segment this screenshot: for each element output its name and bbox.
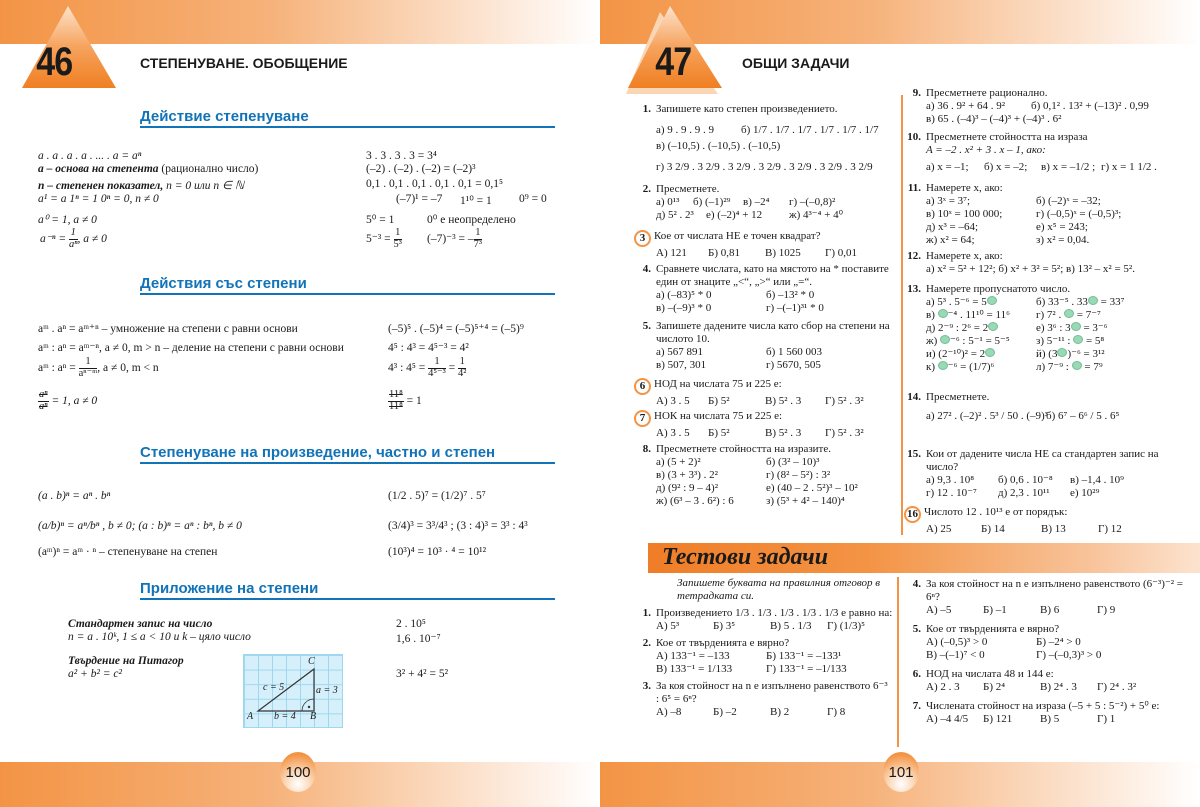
task-option: и) (2⁻¹⁰)² = 2 bbox=[926, 348, 1036, 361]
formula-line: (a/b)ⁿ = aⁿ/bⁿ , b ≠ 0; (a : b)ⁿ = aⁿ : bⁿ, b ≠ 0 bbox=[38, 520, 242, 532]
blank-placeholder-icon bbox=[1088, 296, 1098, 305]
formula-line: $\frac{\text{aⁿ}}{\text{aⁿ}}$ = 1, a ≠ 0 bbox=[39, 389, 98, 412]
task-number: 13. bbox=[907, 283, 921, 295]
task-option: а) 9,3 . 10⁸ bbox=[926, 474, 975, 486]
task-option: Б) 14 bbox=[981, 523, 1005, 535]
answer-option[interactable]: А) 5³ bbox=[656, 620, 680, 632]
task-option: ж) (6³ – 3 . 6²) : 6 bbox=[656, 495, 734, 507]
task-option: А) 25 bbox=[926, 523, 952, 535]
formula-line: a² + b² = c² bbox=[68, 668, 122, 680]
task-item bbox=[635, 263, 897, 315]
example-line: 0,1 . 0,1 . 0,1 . 0,1 . 0,1 = 0,1⁵ bbox=[366, 178, 503, 190]
example-line: (–5)⁵ . (–5)⁴ = (–5)⁵⁺⁴ = (–5)⁹ bbox=[388, 323, 524, 335]
example-line: (1/2 . 5)⁷ = (1/2)⁷ . 5⁷ bbox=[388, 490, 486, 502]
task-option: б) 0,6 . 10⁻⁸ bbox=[998, 474, 1053, 486]
task-option: в) (–10,5) . (–10,5) . (–10,5) bbox=[656, 140, 781, 152]
task-option: б) –13² * 0 bbox=[766, 289, 815, 301]
task-option: б) 1/7 . 1/7 . 1/7 . 1/7 . 1/7 . 1/7 bbox=[741, 124, 879, 136]
task-option: е) (–2)⁴ + 12 bbox=[706, 209, 763, 221]
task-option: е) x⁵ = 243; bbox=[1036, 221, 1088, 233]
test-section-title: Тестови задачи bbox=[662, 544, 829, 570]
task-option: д) 2⁻⁹ : 2⁶ = 2 bbox=[926, 322, 1036, 335]
answer-option[interactable]: А) –5 bbox=[926, 604, 952, 616]
formula-line: a . a . a . a . ... . a = aⁿ bbox=[38, 150, 142, 162]
example-line: (–7)⁻³ = – $\frac{1}{\text{7³}}$ bbox=[427, 227, 483, 250]
example-line: 4³ : 4⁵ = $\frac{1}{\text{4⁵⁻³}}$ = $\frac{1}{\text{4²}}$ bbox=[388, 356, 467, 379]
task-number: 4. bbox=[642, 263, 651, 275]
task-option: а) (5 + 2)² bbox=[656, 456, 701, 468]
formula-line: a⁰ = 1, a ≠ 0 bbox=[38, 214, 97, 226]
formula-line: Твърдение на Питагор bbox=[68, 655, 184, 667]
task-option: г) 12 . 10⁻⁷ bbox=[926, 487, 977, 499]
task-item bbox=[635, 443, 900, 508]
test-task-item bbox=[905, 700, 1195, 726]
task-item bbox=[905, 250, 1195, 276]
option-row bbox=[926, 361, 1195, 374]
task-text: НОК на числата 75 и 225 е: bbox=[654, 410, 783, 422]
task-text: Пресметнете стойността на израза bbox=[926, 131, 1088, 143]
formula-line: aᵐ . aⁿ = aᵐ⁺ⁿ – умножение на степени с равни основи bbox=[38, 323, 298, 335]
task-text: Кои от дадените числа НЕ са стандартен запис на число? bbox=[926, 448, 1159, 473]
task-text: Сравнете числата, като на мястото на * поставите един от знаците „<“, „>“ или „=“. bbox=[656, 263, 889, 288]
answer-option[interactable]: В) 5 bbox=[1040, 713, 1060, 725]
example-line: 2 . 10⁵ bbox=[396, 618, 426, 630]
task-option: А) 121 bbox=[656, 247, 687, 259]
task-option: Б) 5² bbox=[708, 395, 730, 407]
task-option: а) x = –1; bbox=[926, 161, 969, 173]
answer-option[interactable]: В) 6 bbox=[1040, 604, 1060, 616]
column-divider bbox=[897, 577, 899, 747]
task-option: Б) 0,81 bbox=[708, 247, 740, 259]
answer-option[interactable]: Г) 8 bbox=[827, 706, 846, 718]
task-option: й) (3 )⁻⁶ = 3¹² bbox=[1036, 348, 1105, 360]
blank-placeholder-icon bbox=[988, 322, 998, 331]
formula-line: a – основа на степента (рационално число) bbox=[38, 163, 259, 175]
task-text: Намерете x, ако: bbox=[926, 182, 1003, 194]
task-option: к) ⁻⁶ = (1/7)⁶ bbox=[926, 361, 995, 373]
answer-option[interactable]: В) 2 bbox=[770, 706, 790, 718]
task-text: Пресметнете стойността на изразите. bbox=[656, 443, 832, 455]
formula-line: Стандартен запис на число bbox=[68, 618, 213, 630]
option-row bbox=[926, 309, 1195, 322]
column-divider bbox=[901, 95, 903, 535]
task-text: Запишете като степен произведението. bbox=[656, 103, 838, 115]
task-text: НОД на числата 48 и 144 е: bbox=[926, 668, 1054, 680]
blank-placeholder-icon bbox=[1057, 348, 1067, 357]
task-option: в) –(–9)³ * 0 bbox=[656, 302, 712, 314]
task-option: а) x² = 5² + 12²; б) x² + 3² = 5²; в) 13² – x² = 5². bbox=[926, 263, 1135, 275]
task-number: 6. bbox=[912, 668, 921, 680]
answer-option[interactable]: А) 2 . 3 bbox=[926, 681, 960, 693]
task-option: б) (–2)ˣ = –32; bbox=[1036, 195, 1101, 207]
test-instruction: Запишете буквата на правилния отговор в тетрадката си. bbox=[677, 577, 880, 602]
task-number-circled: 7 bbox=[634, 410, 651, 427]
section-heading: Действие степенуване bbox=[140, 108, 555, 128]
task-option: в) x = –1/2 ; bbox=[1041, 161, 1096, 173]
example-line: 0⁰ е неопределено bbox=[427, 214, 516, 226]
task-number: 2. bbox=[642, 637, 651, 649]
answer-option[interactable]: Г) –(–0,3)³ > 0 bbox=[1036, 649, 1102, 661]
answer-option[interactable]: Г) (1/3)⁵ bbox=[827, 620, 865, 632]
blank-placeholder-icon bbox=[1071, 322, 1081, 331]
task-number: 2. bbox=[642, 183, 651, 195]
task-option: г) 5670, 505 bbox=[766, 359, 821, 371]
answer-option[interactable]: Б) 121 bbox=[983, 713, 1013, 725]
task-option: б) (3² – 10)³ bbox=[766, 456, 820, 468]
task-number: 9. bbox=[912, 87, 921, 99]
task-text: Произведението 1/3 . 1/3 . 1/3 . 1/3 . 1/3 е равно на: bbox=[656, 607, 893, 619]
task-item bbox=[635, 378, 900, 408]
task-option: з) (5³ + 4² – 140)⁴ bbox=[766, 495, 845, 507]
task-option: А) 3 . 5 bbox=[656, 395, 690, 407]
task-option: Г) 5² . 3² bbox=[825, 427, 864, 439]
task-number: 1. bbox=[642, 607, 651, 619]
task-option: д) 2,3 . 10¹¹ bbox=[998, 487, 1050, 499]
example-line: 3² + 4² = 5² bbox=[396, 668, 449, 680]
task-number: 1. bbox=[642, 103, 651, 115]
task-number: 5. bbox=[642, 320, 651, 332]
answer-option[interactable]: В) –(–1)⁷ < 0 bbox=[926, 649, 985, 661]
vertex-label: B bbox=[310, 711, 317, 722]
page-number: 100 bbox=[280, 752, 316, 792]
formula-line: (aᵐ)ⁿ = aᵐ · ⁿ – степенуване на степен bbox=[38, 546, 218, 558]
task-number: 4. bbox=[912, 578, 921, 590]
task-number: 11. bbox=[907, 182, 921, 194]
task-option: В) 1025 bbox=[765, 247, 801, 259]
task-number-circled: 16 bbox=[904, 506, 921, 523]
task-option: а) 27² . (–2)² . 5³ / 50 . (–9)³ bbox=[926, 410, 1048, 422]
task-option: а) (–83)⁵ * 0 bbox=[656, 289, 712, 301]
example-line: 4⁵ : 4³ = 4⁵⁻³ = 4² bbox=[388, 342, 469, 354]
task-number-circled: 3 bbox=[634, 230, 651, 247]
answer-option[interactable]: Б) –1 bbox=[983, 604, 1007, 616]
task-option: ж) ⁻⁶ : 5⁻¹ = 5⁻⁵ bbox=[926, 335, 1010, 347]
task-item bbox=[905, 87, 1195, 126]
answer-option[interactable]: Б) 133⁻¹ = –133¹ bbox=[766, 650, 842, 662]
answer-option[interactable]: Г) 1 bbox=[1097, 713, 1116, 725]
answer-option[interactable]: А) (–0,5)³ > 0 bbox=[926, 636, 988, 648]
task-number: 12. bbox=[907, 250, 921, 262]
task-item bbox=[905, 182, 1195, 247]
formula-line: n = a . 10ᵏ, 1 ≤ a < 10 и k – цяло число bbox=[68, 631, 251, 643]
task-option: б) 33⁻⁵ . 33 = 33⁷ bbox=[1036, 296, 1125, 308]
formula-line: aᵐ : aⁿ = aᵐ⁻ⁿ, a ≠ 0, m > n – деление на степени с равни основи bbox=[38, 342, 344, 354]
task-number: 8. bbox=[642, 443, 651, 455]
task-option: В) 5² . 3 bbox=[765, 427, 802, 439]
example-line: 0⁹ = 0 bbox=[519, 193, 547, 205]
formula-line: a¹ = a 1ⁿ = 1 0ⁿ = 0, n ≠ 0 bbox=[38, 193, 159, 205]
test-task-item bbox=[635, 680, 897, 719]
answer-option[interactable]: Б) –2⁴ > 0 bbox=[1036, 636, 1081, 648]
task-expression: A = –2 . x² + 3 . x – 1, ако: bbox=[926, 144, 1046, 156]
task-option: г) –(–1)³¹ * 0 bbox=[766, 302, 824, 314]
blank-placeholder-icon bbox=[1072, 361, 1082, 370]
task-option: в) –1,4 . 10⁹ bbox=[1070, 474, 1124, 486]
task-item bbox=[635, 103, 900, 174]
task-text: Запишете дадените числа като сбор на степени на числото 10. bbox=[656, 320, 890, 345]
task-option: Г) 0,01 bbox=[825, 247, 858, 259]
task-option: в) 10ˣ = 100 000; bbox=[926, 208, 1003, 220]
task-number: 5. bbox=[912, 623, 921, 635]
blank-placeholder-icon bbox=[1064, 309, 1074, 318]
option-row bbox=[926, 296, 1195, 309]
task-item bbox=[635, 230, 900, 260]
blank-placeholder-icon bbox=[938, 361, 948, 370]
example-line: $\frac{\text{11⁸}}{\text{11⁸}}$ = 1 bbox=[389, 389, 422, 412]
task-text: Пресметнете. bbox=[656, 183, 720, 195]
answer-option[interactable]: А) 133⁻¹ = –133 bbox=[656, 650, 730, 662]
example-line: (–2) . (–2) . (–2) = (–2)³ bbox=[366, 163, 476, 175]
formula-line: n – степенен показател, n = 0 или n ∈ ℕ bbox=[38, 180, 245, 192]
task-option: е) 3⁶ : 3 = 3⁻⁶ bbox=[1036, 322, 1108, 334]
vertex-label: A bbox=[247, 711, 254, 722]
test-task-item bbox=[905, 578, 1195, 617]
task-number: 15. bbox=[907, 448, 921, 460]
test-task-item bbox=[905, 668, 1195, 694]
task-option: а) 36 . 9² + 64 . 9² bbox=[926, 100, 1006, 112]
example-line: (3/4)³ = 3³/4³ ; (3 : 4)³ = 3³ : 4³ bbox=[388, 520, 528, 532]
option-row bbox=[926, 348, 1195, 361]
task-item bbox=[905, 506, 1195, 536]
task-option: з) x² = 0,04. bbox=[1036, 234, 1090, 246]
task-option: ж) x² = 64; bbox=[926, 234, 975, 246]
task-text: Кое от твърденията е вярно? bbox=[656, 637, 790, 649]
task-text: Намерете пропуснатото число. bbox=[926, 283, 1071, 295]
task-text: За коя стойност на n е изпълнено равенството 6⁻³ : 6⁵ = 6ⁿ? bbox=[656, 680, 888, 705]
task-option: в) (3 + 3³) . 2² bbox=[656, 469, 718, 481]
task-item bbox=[905, 448, 1195, 500]
pythagoras-figure bbox=[243, 654, 343, 728]
task-number: 3. bbox=[642, 680, 651, 692]
task-option: В) 5² . 3 bbox=[765, 395, 802, 407]
answer-option[interactable]: Б) –2 bbox=[713, 706, 737, 718]
answer-option[interactable]: Б) 2⁴ bbox=[983, 681, 1006, 693]
blank-placeholder-icon bbox=[1073, 335, 1083, 344]
task-number-circled: 6 bbox=[634, 378, 651, 395]
answer-option[interactable]: Г) 133⁻¹ = –1/133 bbox=[766, 663, 847, 675]
task-text: Кое от числата НЕ е точен квадрат? bbox=[654, 230, 821, 242]
task-item bbox=[635, 183, 900, 222]
formula-line: (a . b)ⁿ = aⁿ . bⁿ bbox=[38, 490, 111, 502]
task-option: б) 0,1² . 13² + (–13)² . 0,99 bbox=[1031, 100, 1149, 112]
task-option: г) 3 2/9 . 3 2/9 . 3 2/9 . 3 2/9 . 3 2/9 . 3 2/9 . 3 2/9 bbox=[656, 161, 873, 173]
task-option: г) 7² . = 7⁻⁷ bbox=[1036, 309, 1101, 321]
task-option: а) 3ˣ = 3⁷; bbox=[926, 195, 971, 207]
task-option: д) (9² : 9 – 4)² bbox=[656, 482, 718, 494]
task-option: д) 5² . 2³ bbox=[656, 209, 694, 221]
answer-option[interactable]: В) 5 . 1/3 bbox=[770, 620, 812, 632]
task-text: Пресметнете рационално. bbox=[926, 87, 1048, 99]
task-number: 14. bbox=[907, 391, 921, 403]
task-option: а) 567 891 bbox=[656, 346, 704, 358]
side-label: a = 3 bbox=[316, 685, 338, 696]
task-option: а) 0¹³ bbox=[656, 196, 680, 208]
option-row bbox=[926, 322, 1195, 335]
task-text: НОД на числата 75 и 225 е: bbox=[654, 378, 782, 390]
blank-placeholder-icon bbox=[938, 309, 948, 318]
task-item bbox=[905, 131, 1195, 174]
example-line: 5⁰ = 1 bbox=[366, 214, 395, 226]
page-number: 101 bbox=[883, 752, 919, 792]
answer-option[interactable]: В) 133⁻¹ = 1/133 bbox=[656, 663, 733, 675]
example-line: 1¹⁰ = 1 bbox=[460, 195, 492, 207]
task-option: г) (8² – 5²) : 3² bbox=[766, 469, 831, 481]
answer-option[interactable]: Г) 2⁴ . 3² bbox=[1097, 681, 1137, 693]
example-line: 5⁻³ = $\frac{1}{\text{5³}}$ bbox=[366, 227, 402, 250]
task-option: з) 5⁻¹¹ : = 5⁸ bbox=[1036, 335, 1105, 347]
lesson-title: ОБЩИ ЗАДАЧИ bbox=[742, 55, 850, 71]
task-number: 10. bbox=[907, 131, 921, 143]
answer-option[interactable]: А) –8 bbox=[656, 706, 682, 718]
task-option: а) 9 . 9 . 9 . 9 bbox=[656, 124, 715, 136]
answer-option[interactable]: А) –4 4/5 bbox=[926, 713, 969, 725]
option-row bbox=[926, 335, 1195, 348]
test-task-item bbox=[635, 607, 897, 633]
side-label: b = 4 bbox=[274, 711, 296, 722]
lesson-number: 46 bbox=[36, 40, 73, 84]
task-option: А) 3 . 5 bbox=[656, 427, 690, 439]
task-option: г) –(–0,8)² bbox=[789, 196, 836, 208]
formula-line: a⁻ⁿ = $\frac{1}{\text{aⁿ}}$ , a ≠ 0 bbox=[40, 227, 107, 250]
task-option: г) (–0,5)ˣ = (–0,5)³; bbox=[1036, 208, 1122, 220]
vertex-label: C bbox=[308, 656, 315, 667]
example-line: 3 . 3 . 3 . 3 = 3⁴ bbox=[366, 150, 437, 162]
task-item bbox=[905, 283, 1195, 374]
task-option: В) 13 bbox=[1041, 523, 1066, 535]
task-option: б) x = –2; bbox=[984, 161, 1028, 173]
task-option: в) 65 . (–4)³ – (–4)³ + (–4)³ . 6² bbox=[926, 113, 1062, 125]
answer-option[interactable]: В) 2⁴ . 3 bbox=[1040, 681, 1077, 693]
lesson-title: СТЕПЕНУВАНЕ. ОБОБЩЕНИЕ bbox=[140, 55, 348, 71]
task-option: д) x³ = –64; bbox=[926, 221, 979, 233]
blank-placeholder-icon bbox=[985, 348, 995, 357]
task-option: б) (–1)²⁹ bbox=[693, 196, 731, 208]
task-option: е) (40 – 2 . 5²)³ – 10² bbox=[766, 482, 858, 494]
blank-placeholder-icon bbox=[940, 335, 950, 344]
task-option: в) –2⁴ bbox=[743, 196, 770, 208]
task-option: б) 6⁷ – 6⁶ / 5 . 6⁵ bbox=[1046, 410, 1120, 422]
task-option: Г) 12 bbox=[1098, 523, 1122, 535]
example-line: (10³)⁴ = 10³ · ⁴ = 10¹² bbox=[388, 546, 487, 558]
section-heading: Приложение на степени bbox=[140, 580, 555, 600]
task-option: в) ⁻⁴ . 11¹⁰ = 11⁶ bbox=[926, 309, 1010, 321]
task-text: Числената стойност на израза (–5 + 5 : 5⁻²) + 5⁰ е: bbox=[926, 700, 1160, 712]
task-option: б) 1 560 003 bbox=[766, 346, 823, 358]
task-number: 7. bbox=[912, 700, 921, 712]
task-option: а) 5³ . 5⁻⁶ = 5 bbox=[926, 296, 1036, 309]
page-right bbox=[600, 0, 1200, 807]
section-heading: Степенуване на произведение, частно и степен bbox=[140, 444, 555, 464]
lesson-number: 47 bbox=[655, 40, 692, 84]
section-heading: Действия със степени bbox=[140, 275, 555, 295]
example-line: 1,6 . 10⁻⁷ bbox=[396, 633, 441, 645]
task-option: г) x = 1 1/2 . bbox=[1101, 161, 1157, 173]
task-text: Кое от твърденията е вярно? bbox=[926, 623, 1060, 635]
task-item bbox=[635, 410, 900, 440]
task-text: За коя стойност на n е изпълнено равенството (6⁻³)⁻² = 6ⁿ? bbox=[926, 578, 1184, 603]
test-task-item bbox=[635, 637, 897, 676]
example-line: (–7)¹ = –7 bbox=[396, 193, 443, 205]
task-option: Г) 5² . 3² bbox=[825, 395, 864, 407]
task-option: ж) 4³⁻⁴ + 4⁰ bbox=[789, 209, 844, 221]
task-text: Намерете x, ако: bbox=[926, 250, 1003, 262]
formula-line: aᵐ : aⁿ = $\frac{1}{\text{aⁿ⁻ᵐ}}$ , a ≠ 0, m < n bbox=[38, 356, 159, 379]
task-text: Числото 12 . 10¹³ е от порядък: bbox=[924, 506, 1068, 518]
answer-option[interactable]: Б) 3⁵ bbox=[713, 620, 736, 632]
task-item bbox=[635, 320, 897, 372]
answer-option[interactable]: Г) 9 bbox=[1097, 604, 1116, 616]
task-option: в) 507, 301 bbox=[656, 359, 707, 371]
blank-placeholder-icon bbox=[987, 296, 997, 305]
test-task-item bbox=[905, 623, 1195, 662]
task-item bbox=[905, 391, 1195, 423]
task-option: Б) 5² bbox=[708, 427, 730, 439]
task-text: Пресметнете. bbox=[926, 391, 990, 403]
task-option: е) 10²⁹ bbox=[1070, 487, 1100, 499]
side-label: c = 5 bbox=[263, 682, 285, 693]
task-option: л) 7⁻⁹ : = 7⁹ bbox=[1036, 361, 1103, 373]
